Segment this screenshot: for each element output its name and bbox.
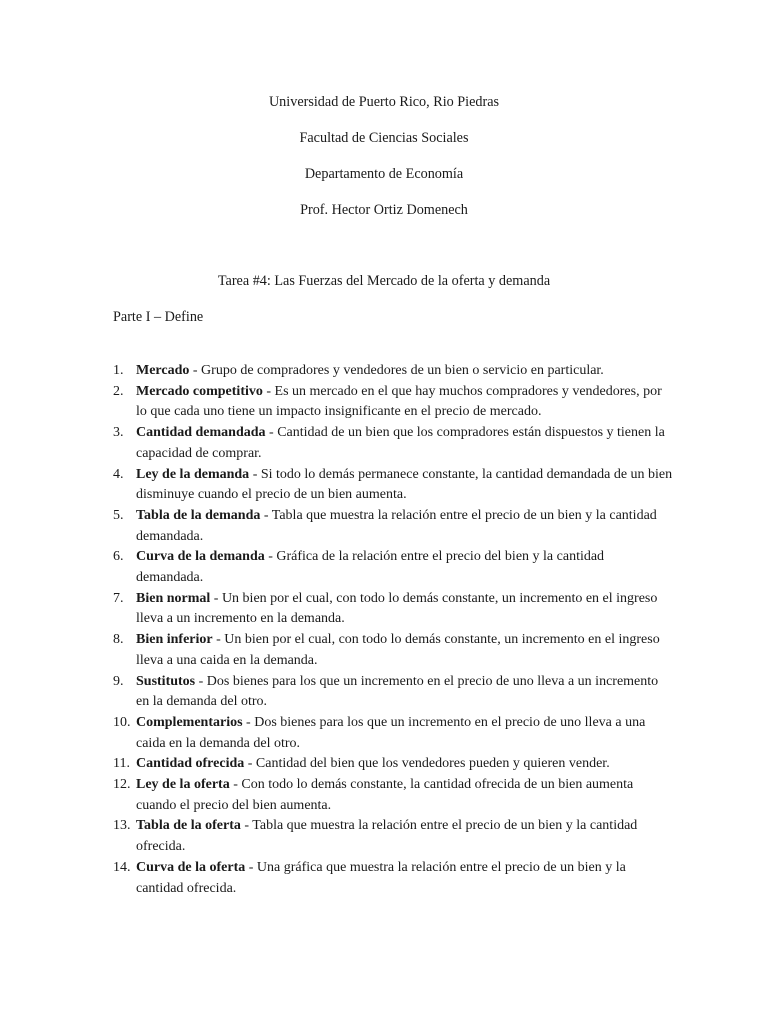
definition-term: Bien normal — [136, 590, 211, 606]
definition-number: 12. — [113, 777, 131, 793]
definition-term: Cantidad demandada — [136, 425, 266, 441]
definition-text: - Es un mercado en el que hay muchos compradores y vendedores, por lo que cada uno tiene un impacto insignificante en el precio de mercado. — [136, 383, 662, 420]
definition-item — [113, 713, 673, 754]
definition-item — [113, 589, 673, 630]
university-line: Universidad de Puerto Rico, Rio Piedras — [268, 94, 500, 110]
definition-number: 3. — [113, 425, 124, 441]
definition-term: Ley de la oferta — [136, 777, 230, 793]
definition-text: - Con todo lo demás constante, la cantidad ofrecida de un bien aumenta cuando el precio del bien aumenta. — [136, 777, 634, 813]
definition-item — [113, 547, 673, 588]
definition-item — [113, 775, 673, 816]
definition-number: 7. — [113, 590, 124, 606]
part-title: Parte I – Define — [113, 309, 204, 325]
definition-number: 1. — [113, 363, 124, 378]
definition-text: - Dos bienes para los que un incremento en el precio de uno lleva a una caida en la demanda del otro. — [136, 714, 646, 751]
definition-text: - Tabla que muestra la relación entre el precio de un bien y la cantidad ofrecida. — [136, 818, 638, 855]
assignment-title: Tarea #4: Las Fuerzas del Mercado de la oferta y demanda — [217, 273, 551, 289]
definition-number: 6. — [113, 549, 124, 565]
definition-item — [113, 423, 673, 464]
definition-item — [113, 858, 673, 899]
definition-text: - Gráfica de la relación entre el precio del bien y la cantidad demandada. — [136, 549, 605, 586]
definition-number: 10. — [113, 714, 131, 730]
definition-item — [113, 361, 673, 382]
professor-line: Prof. Hector Ortiz Domenech — [300, 202, 468, 218]
definition-term: Complementarios — [136, 714, 243, 730]
definition-number: 9. — [113, 673, 124, 689]
definition-item — [113, 754, 673, 775]
faculty-line: Facultad de Ciencias Sociales — [299, 130, 469, 146]
definition-text: - Cantidad del bien que los vendedores pueden y quieren vender. — [244, 756, 610, 772]
definition-item — [113, 465, 673, 506]
definition-term: Tabla de la oferta — [136, 818, 241, 834]
definition-text: - Cantidad de un bien que los compradores están dispuestos y tienen la capacidad de comprar. — [136, 425, 665, 461]
definitions-list — [113, 361, 673, 899]
definition-number: 14. — [113, 859, 131, 875]
definition-item — [113, 382, 673, 423]
definition-term: Tabla de la demanda — [136, 507, 261, 523]
definition-term: Bien inferior — [136, 632, 213, 648]
department-line: Departamento de Economía — [304, 166, 464, 182]
definition-term: Mercado competitivo — [136, 383, 263, 399]
definition-text: - Un bien por el cual, con todo lo demás constante, un incremento en el ingreso lleva a una caida en la demanda. — [136, 632, 660, 668]
definition-term: Curva de la oferta — [136, 859, 246, 875]
definition-term: Sustitutos — [136, 673, 196, 689]
definition-text: - Una gráfica que muestra la relación entre el precio de un bien y la cantidad ofrecida. — [136, 859, 626, 896]
definition-item — [113, 630, 673, 671]
definition-number: 4. — [113, 466, 124, 482]
definition-number: 5. — [113, 507, 124, 523]
definition-text: - Un bien por el cual, con todo lo demás constante, un incremento en el ingreso lleva a un incremento en la demanda. — [136, 590, 658, 627]
definition-number: 13. — [113, 818, 131, 834]
definition-item — [113, 506, 673, 547]
definition-term: Curva de la demanda — [136, 549, 265, 565]
definition-item — [113, 672, 673, 713]
definition-item — [113, 816, 673, 857]
definition-number: 8. — [113, 632, 124, 648]
definition-number: 2. — [113, 383, 124, 399]
definition-term: Ley de la demanda — [136, 466, 250, 482]
definition-text: - Dos bienes para los que un incremento en el precio de uno lleva a un incremento en la demanda del otro. — [136, 673, 659, 710]
definition-text: - Tabla que muestra la relación entre el precio de un bien y la cantidad demandada. — [136, 507, 657, 544]
definition-term: Mercado — [136, 363, 190, 378]
definition-term: Cantidad ofrecida — [136, 756, 245, 772]
definition-text: - Si todo lo demás permanece constante, la cantidad demandada de un bien disminuye cuando el precio de un bien aumenta. — [136, 466, 673, 503]
definition-text: - Grupo de compradores y vendedores de un bien o servicio en particular. — [189, 363, 604, 378]
definition-number: 11. — [113, 756, 130, 772]
